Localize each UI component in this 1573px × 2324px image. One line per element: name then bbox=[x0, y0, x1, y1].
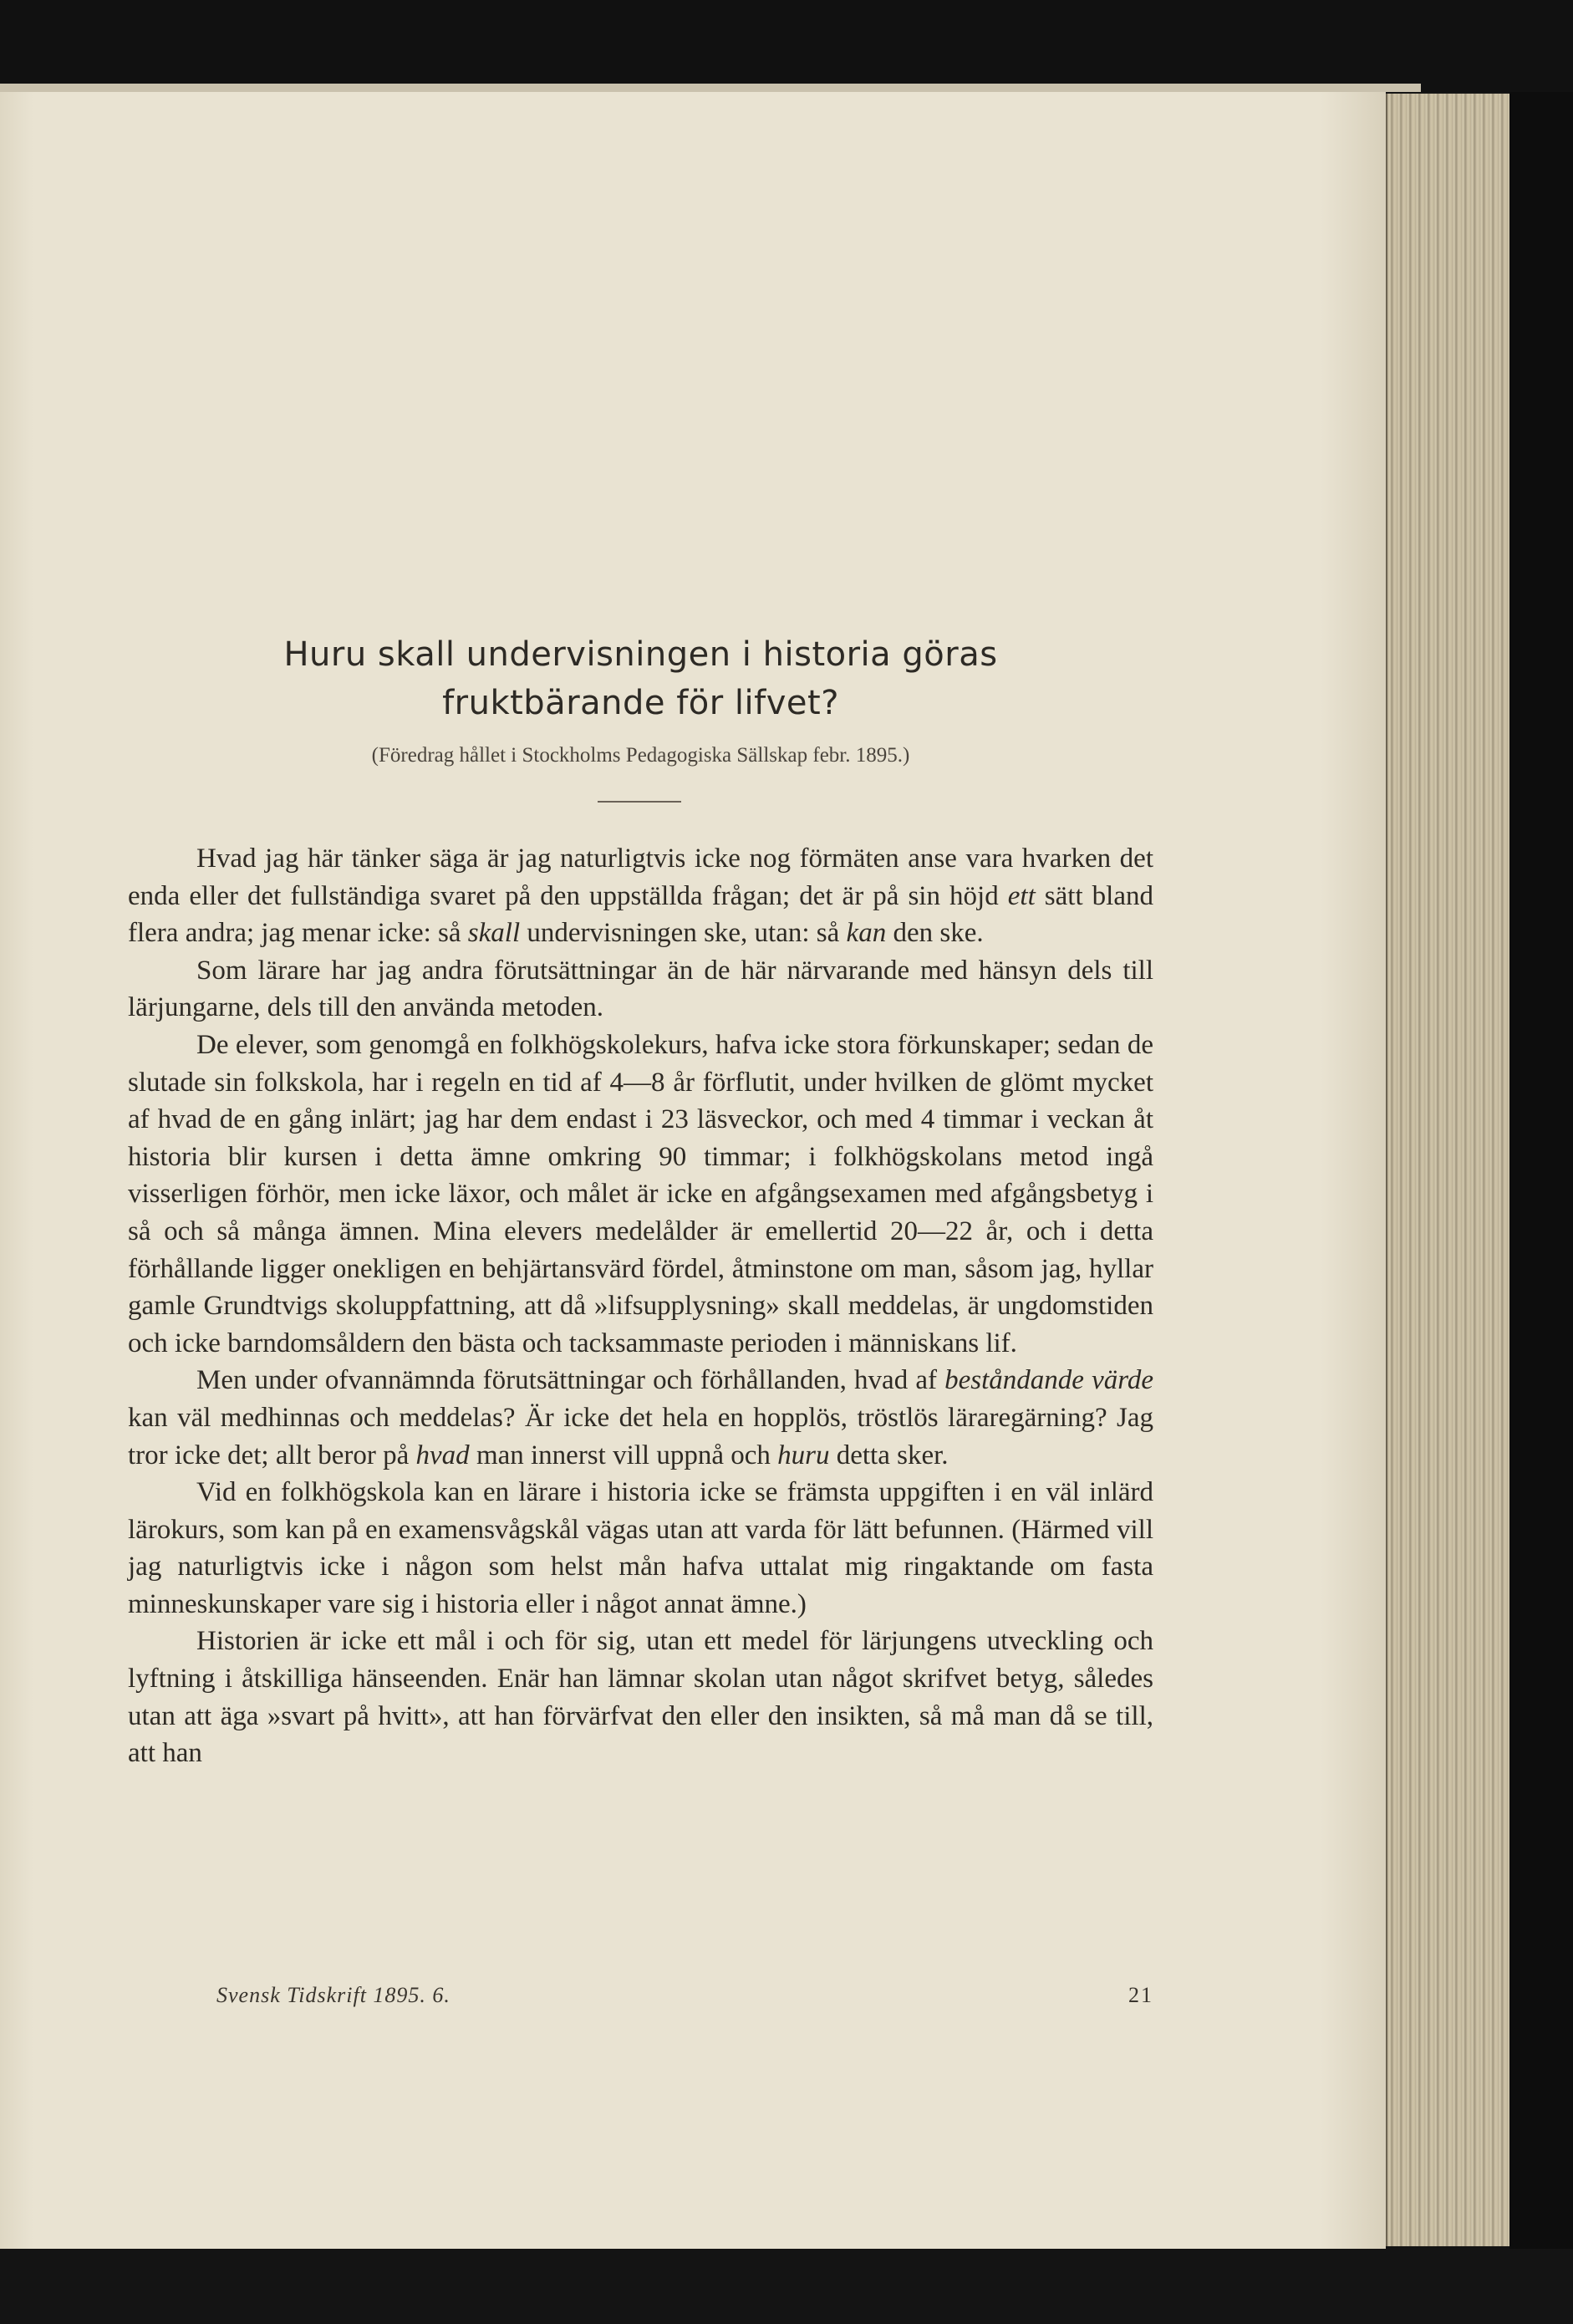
title-divider bbox=[598, 801, 681, 803]
article-title-line-2: fruktbärande för lifvet? bbox=[442, 684, 839, 722]
text-run: sätt bland flera andra; jag menar icke: så bbox=[128, 880, 1153, 949]
paragraph bbox=[128, 840, 1153, 952]
text-run: Hvad jag här tänker säga är jag naturligtvis icke nog förmäten anse vara hvarken det enda eller det fullständiga svaret på den uppställda frågan; det är på sin höjd bbox=[128, 843, 1153, 911]
italic-text: skall bbox=[467, 918, 521, 949]
text-run: Vid en folkhögskola kan en lärare i historia icke se främsta uppgiften i en väl inlärd lärokurs, som kan på en examensvågskål vägas utan att varda för lätt befunnen. (Härmed vill jag naturligtvis icke i någon som helst mån hafva uttalat mig ringaktande om fasta minneskunskaper vare sig i historia eller i något annat ämne.) bbox=[128, 1477, 1153, 1619]
text-run: Men under ofvannämnda förutsättningar och förhållanden, hvad af bbox=[196, 1365, 945, 1396]
italic-text: kan bbox=[846, 918, 887, 949]
paragraph bbox=[128, 1027, 1153, 1362]
paragraph bbox=[128, 1362, 1153, 1474]
text-run: man innerst vill uppnå och bbox=[469, 1440, 778, 1470]
text-run: kan väl medhinnas och meddelas? Är icke det hela en hopplös, tröstlös läraregärning? Jag tror icke det; allt beror på bbox=[128, 1402, 1153, 1470]
text-run: Som lärare har jag andra förutsättningar än de här närvarande med hänsyn dels till lärjungarne, dels till den använda metoden. bbox=[128, 955, 1153, 1023]
italic-text: huru bbox=[777, 1440, 830, 1470]
scan-right-border bbox=[1509, 92, 1573, 2249]
italic-text: beståndande värde bbox=[944, 1365, 1153, 1396]
scan-top-border bbox=[0, 0, 1573, 92]
page-top-edge bbox=[0, 84, 1421, 92]
article-subtitle: (Föredrag hållet i Stockholms Pedagogiska Sällskap febr. 1895.) bbox=[371, 744, 910, 767]
footer-source: Svensk Tidskrift 1895. 6. bbox=[216, 1983, 451, 2007]
article-title-line-1: Huru skall undervisningen i historia göras bbox=[283, 635, 998, 674]
text-run: Historien är icke ett mål i och för sig, utan ett medel för lärjungens utveckling och lyftning i åtskilliga hänseenden. Enär han lämnar skolan utan något skrifvet betyg, således utan att äga »svart på hvitt», att han förvärfvat den eller den insikten, så må man då se till, att han bbox=[128, 1626, 1153, 1769]
italic-text: ett bbox=[1007, 880, 1036, 911]
text-run: detta sker. bbox=[829, 1440, 949, 1470]
article-body bbox=[128, 840, 1153, 1772]
paragraph bbox=[128, 1623, 1153, 1771]
book-fore-edge bbox=[1386, 94, 1511, 2246]
text-run: De elever, som genomgå en folkhögskolekurs, hafva icke stora förkunskaper; sedan de slutade sin folkskola, har i regeln en tid af 4—8 år förflutit, under hvilken de glömt mycket af hvad de en gång inlärt; jag har dem endast i 23 läsveckor, och med 4 timmar i veckan åt historia blir kursen i detta ämne omkring 90 timmar; i folkhögskolans metod ingå visserligen förhör, men icke läxor, och målet är icke en afgångsexamen med afgångsbetyg i så och så många ämnen. Mina elevers medelålder är emellertid 20—22 år, och i detta förhållande ligger onekligen en behjärtansvärd fördel, åtminstone om man, såsom jag, hyllar gamle Grundtvigs skoluppfattning, att då »lifsupplysning» skall meddelas, är ungdomstiden och icke barndomsåldern den bästa och tacksammaste perioden i människans lif. bbox=[128, 1029, 1153, 1358]
paragraph bbox=[128, 952, 1153, 1027]
paragraph bbox=[128, 1474, 1153, 1623]
text-run: den ske. bbox=[886, 918, 984, 949]
italic-text: hvad bbox=[415, 1440, 470, 1470]
page-number: 21 bbox=[1128, 1983, 1153, 2007]
text-run: undervisningen ske, utan: så bbox=[520, 918, 847, 949]
